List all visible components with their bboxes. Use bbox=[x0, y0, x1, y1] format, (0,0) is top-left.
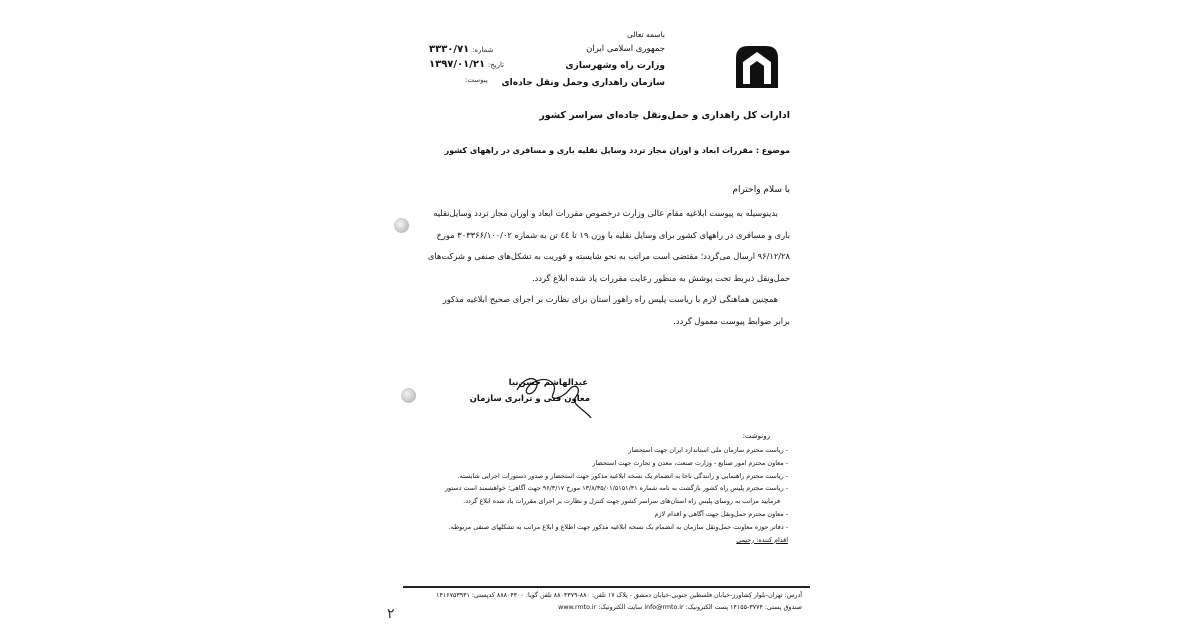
cc-list bbox=[418, 444, 788, 546]
cc-item: - ریاست محترم پلیس راه کشور بازگشت به نامه شماره ۱۳/۸/۳۵/۰۱/۵۱۵۱/۴۱ مورخ ۹۶/۳/۱۷ جهت آگاهی؛ خواهشمند است دستور bbox=[444, 484, 788, 493]
signatory-name: عبدالهاشم حسن‌نیا bbox=[508, 378, 588, 388]
invocation-text: باسمه تعالی bbox=[627, 30, 665, 39]
footer-contact: صندوق پستی: ۳۷۷۴-۱۴۱۵۵ پست الکترونیک: info@rmto.ir سایت الکترونیک: www.rmto.ir bbox=[558, 604, 802, 611]
addressee: ادارات کل راهداری و حمل‌ونقل جاده‌ای سراسر کشور bbox=[539, 110, 790, 121]
greeting: با سلام واحترام bbox=[732, 185, 790, 195]
body-line: بدینوسیله به پیوست ابلاغیه مقام عالی وزارت درخصوص مقررات ابعاد و اوزان مجاز تردد وسایل‌نقلیه bbox=[433, 208, 778, 218]
subject-line: موضوع : مقررات ابعاد و اوزان مجاز تردد وسایل نقلیه باری و مسافری در راههای کشور bbox=[444, 146, 790, 155]
attachment-label: پیوست: bbox=[465, 76, 488, 84]
cc-item: - دفاتر حوزه معاونت حمل‌ونقل سازمان به انضمام یک نسخه ابلاغیه مذکور جهت اطلاع و ابلاغ مراتب به تشکلهای صنفی مربوطه. bbox=[448, 522, 788, 531]
cc-item: - ریاست محترم راهنمایی و رانندگی ناجا به انضمام یک نسخه ابلاغیه مذکور جهت استحضار و صدور دستورات اجرایی شایسته. bbox=[457, 471, 788, 480]
page-number: ۲ bbox=[387, 606, 395, 622]
letter-number bbox=[429, 44, 493, 55]
number-label: شماره: bbox=[471, 46, 494, 54]
rmto-logo-icon bbox=[732, 42, 782, 92]
body-paragraph-1 bbox=[415, 203, 790, 289]
cc-item: اقدام کننده: رحیمی bbox=[736, 535, 788, 544]
footer-address: آدرس: تهران-بلوار کشاورز-خیابان فلسطین جنوبی-خیابان دمشق - پلاک ۱۷ تلفن: ۸۸۰-۸۸۰۴۳۷۹ تلفن گویا: ۸۸۸۰۴۴۰۰ کدپستی: ۱۴۱۶۷۵۳۹۴۱ bbox=[436, 592, 802, 599]
number-value: ۳۳۳۰/۷۱ bbox=[429, 44, 470, 55]
body-line: ۹۶/۱۲/۲۸ ارسال می‌گردد؛ مقتضی است مراتب به نحو شایسته و فوریت به تشکل‌های صنفی و شرکت‌های bbox=[427, 251, 790, 261]
ministry-text: وزارت راه وشهرسازی bbox=[565, 61, 665, 71]
letter-page bbox=[385, 0, 810, 628]
cc-item: - معاون محترم امور صنایع - وزارت صنعت، معدن و تجارت جهت استحضار bbox=[592, 458, 788, 467]
body-line: برابر ضوابط پیوست معمول گردد. bbox=[673, 315, 790, 326]
cc-title: رونوشت: bbox=[742, 432, 770, 440]
punch-hole bbox=[394, 218, 409, 233]
punch-hole bbox=[401, 388, 416, 403]
body-line: همچنین هماهنگی لازم با ریاست پلیس راه راهور استان برای نظارت بر اجرای صحیح ابلاغیه مذکور bbox=[442, 294, 778, 304]
body-line: باری و مسافری در راههای کشور برای وسایل نقلیه با وزن ۱۹ تا ٤٤ تن به شماره ۳۰۳۳۶۶/۱۰۰/۰۲ مورخ bbox=[436, 229, 790, 240]
body-paragraph-2 bbox=[415, 289, 790, 332]
letter-attachment bbox=[465, 75, 488, 85]
body-line: حمل‌ونقل ذیربط تحت پوشش به منظور رعایت مقررات یاد شده ابلاغ گردد. bbox=[531, 272, 790, 283]
cc-item: - ریاست محترم سازمان ملی استاندارد ایران جهت استحضار bbox=[628, 446, 788, 454]
cc-item: فرمایید مراتب به روسای پلیس راه استان‌های سراسر کشور جهت کنترل و نظارت بر اجرای مقررات یاد شده ابلاغ گردد. bbox=[463, 497, 780, 506]
organization-text: سازمان راهداری وحمل ونقل جاده‌ای bbox=[501, 78, 665, 88]
country-text: جمهوری اسلامی ایران bbox=[586, 44, 665, 54]
signatory-title: معاون فنی و ترابری سازمان bbox=[469, 394, 590, 404]
footer-divider bbox=[403, 586, 810, 588]
cc-item: - معاون محترم حمل‌ونقل جهت آگاهی و اقدام لازم bbox=[654, 509, 788, 518]
date-value: ۱۳۹۷/۰۱/۲۱ bbox=[429, 59, 486, 70]
date-label: تاریخ: bbox=[487, 61, 505, 69]
letter-date bbox=[429, 59, 504, 70]
